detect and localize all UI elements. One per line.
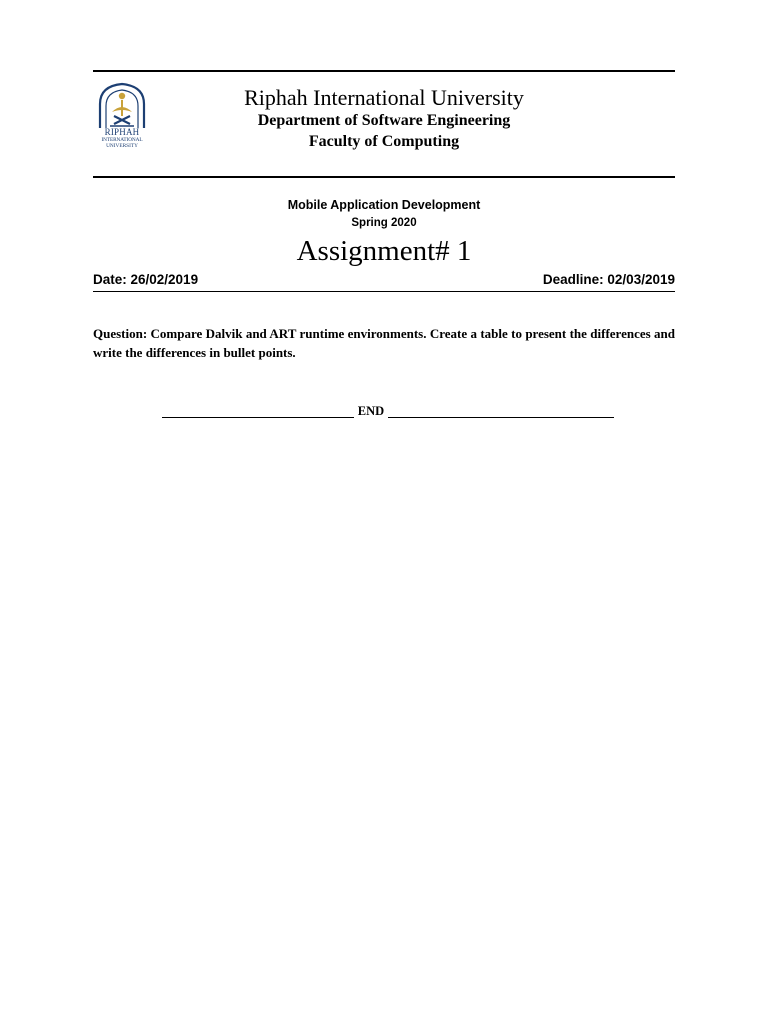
top-rule [93, 70, 675, 72]
logo-text-riphah: RIPHAH [104, 127, 140, 137]
logo-text-university: UNIVERSITY [106, 143, 138, 149]
question-text: Question: Compare Dalvik and ART runtime environments. Create a table to present the differences and write the differences in bullet points. [93, 326, 675, 360]
date-rule [93, 291, 675, 292]
header-bottom-rule [93, 176, 675, 178]
department-name: Department of Software Engineering [257, 112, 511, 129]
faculty-name: Faculty of Computing [308, 133, 460, 150]
semester-label: Spring 2020 [351, 217, 417, 229]
end-marker [162, 404, 614, 420]
assignment-deadline: Deadline: 02/03/2019 [542, 272, 675, 287]
end-rule-right [388, 417, 614, 418]
end-rule-left [162, 417, 354, 418]
assignment-title: Assignment# 1 [296, 235, 472, 267]
logo-text-international: INTERNATIONAL [101, 137, 143, 143]
end-label: END [357, 404, 385, 418]
course-name: Mobile Application Development [287, 198, 481, 212]
university-name: Riphah International University [244, 85, 524, 110]
assignment-date: Date: 26/02/2019 [93, 272, 199, 287]
